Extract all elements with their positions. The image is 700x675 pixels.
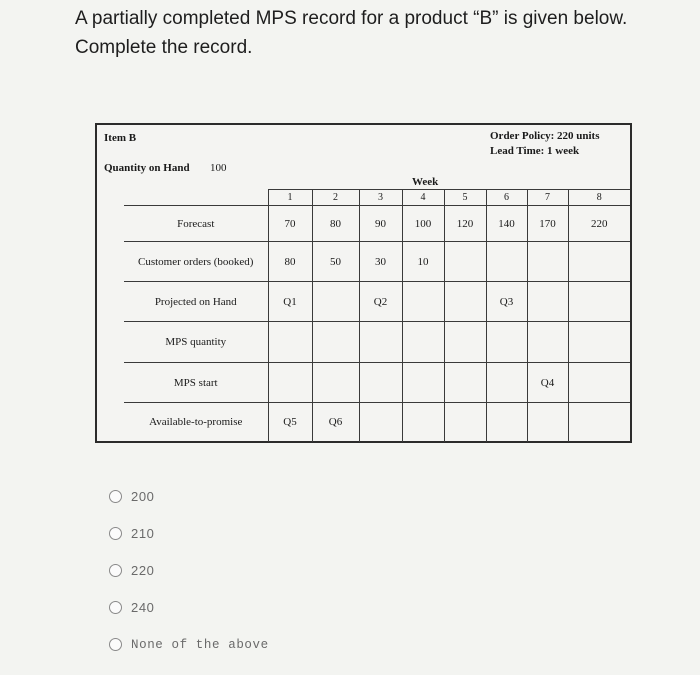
option-210[interactable] <box>92 515 612 552</box>
week-row-label <box>124 190 268 206</box>
table-cell: Q6 <box>312 403 359 442</box>
table-cell <box>402 403 444 442</box>
table-cell: Q1 <box>268 282 312 322</box>
table-cell <box>402 363 444 403</box>
table-cell: 100 <box>402 206 444 242</box>
table-cell <box>359 322 402 363</box>
row-label: MPS quantity <box>124 322 268 363</box>
table-cell: Q3 <box>486 282 527 322</box>
mps-table <box>124 189 630 442</box>
projected-on-hand-row <box>124 282 630 322</box>
order-policy: Order Policy: 220 units <box>490 130 600 142</box>
table-cell <box>444 242 486 282</box>
option-220[interactable] <box>92 552 612 589</box>
table-cell <box>568 403 630 442</box>
table-cell <box>312 282 359 322</box>
table-cell <box>527 282 568 322</box>
item-label: Item B <box>104 132 137 144</box>
table-cell <box>527 403 568 442</box>
table-cell: Q4 <box>527 363 568 403</box>
table-cell <box>268 363 312 403</box>
week-number: 2 <box>312 190 359 206</box>
table-cell: Q2 <box>359 282 402 322</box>
table-cell <box>402 282 444 322</box>
table-cell <box>486 322 527 363</box>
radio-button[interactable] <box>109 564 122 577</box>
table-cell <box>268 322 312 363</box>
table-cell <box>359 403 402 442</box>
table-cell <box>568 242 630 282</box>
table-cell: Q5 <box>268 403 312 442</box>
table-cell <box>444 282 486 322</box>
table-cell <box>527 242 568 282</box>
table-cell <box>568 322 630 363</box>
week-row <box>124 190 630 206</box>
available-to-promise-row <box>124 403 630 442</box>
option-none-of-the-above[interactable] <box>92 626 612 663</box>
week-number: 1 <box>268 190 312 206</box>
table-cell: 220 <box>568 206 630 242</box>
table-cell: 70 <box>268 206 312 242</box>
row-label: Forecast <box>124 206 268 242</box>
table-cell <box>527 322 568 363</box>
table-cell <box>486 242 527 282</box>
table-cell: 10 <box>402 242 444 282</box>
option-240[interactable] <box>92 589 612 626</box>
week-number: 6 <box>486 190 527 206</box>
option-label: 210 <box>131 526 155 541</box>
table-cell <box>402 322 444 363</box>
order-policy-block <box>490 129 599 159</box>
option-label: 200 <box>131 489 155 504</box>
week-number: 5 <box>444 190 486 206</box>
quantity-on-hand-value: 100 <box>210 162 227 174</box>
row-label: Available-to-promise <box>124 403 268 442</box>
table-cell: 120 <box>444 206 486 242</box>
customer-orders-row <box>124 242 630 282</box>
option-label: 220 <box>131 563 155 578</box>
table-cell: 80 <box>268 242 312 282</box>
radio-button[interactable] <box>109 490 122 503</box>
lead-time: Lead Time: 1 week <box>490 145 580 157</box>
forecast-row <box>124 206 630 242</box>
mps-quantity-row <box>124 322 630 363</box>
radio-button[interactable] <box>109 638 122 651</box>
option-label: None of the above <box>131 637 269 652</box>
table-cell <box>312 322 359 363</box>
week-number: 3 <box>359 190 402 206</box>
table-cell <box>568 363 630 403</box>
week-number: 8 <box>568 190 630 206</box>
table-cell <box>444 403 486 442</box>
table-cell <box>359 363 402 403</box>
row-label: Customer orders (booked) <box>124 242 268 282</box>
question-line-2: Complete the record. <box>75 37 253 58</box>
table-cell: 140 <box>486 206 527 242</box>
table-cell: 80 <box>312 206 359 242</box>
table-cell <box>568 282 630 322</box>
radio-button[interactable] <box>109 601 122 614</box>
table-cell: 30 <box>359 242 402 282</box>
table-cell: 170 <box>527 206 568 242</box>
week-number: 7 <box>527 190 568 206</box>
row-label: MPS start <box>124 363 268 403</box>
week-label: Week <box>412 176 439 188</box>
mps-start-row <box>124 363 630 403</box>
table-cell <box>486 363 527 403</box>
radio-button[interactable] <box>109 527 122 540</box>
option-label: 240 <box>131 600 155 615</box>
table-cell: 50 <box>312 242 359 282</box>
table-cell <box>444 322 486 363</box>
mps-record <box>95 123 632 443</box>
question-line-1: A partially completed MPS record for a product “B” is given below. <box>75 8 628 29</box>
table-cell <box>486 403 527 442</box>
row-label: Projected on Hand <box>124 282 268 322</box>
week-number: 4 <box>402 190 444 206</box>
question-text <box>75 4 675 62</box>
table-cell: 90 <box>359 206 402 242</box>
table-cell <box>444 363 486 403</box>
option-200[interactable] <box>92 478 612 515</box>
quantity-on-hand-label: Quantity on Hand <box>104 162 190 174</box>
table-cell <box>312 363 359 403</box>
